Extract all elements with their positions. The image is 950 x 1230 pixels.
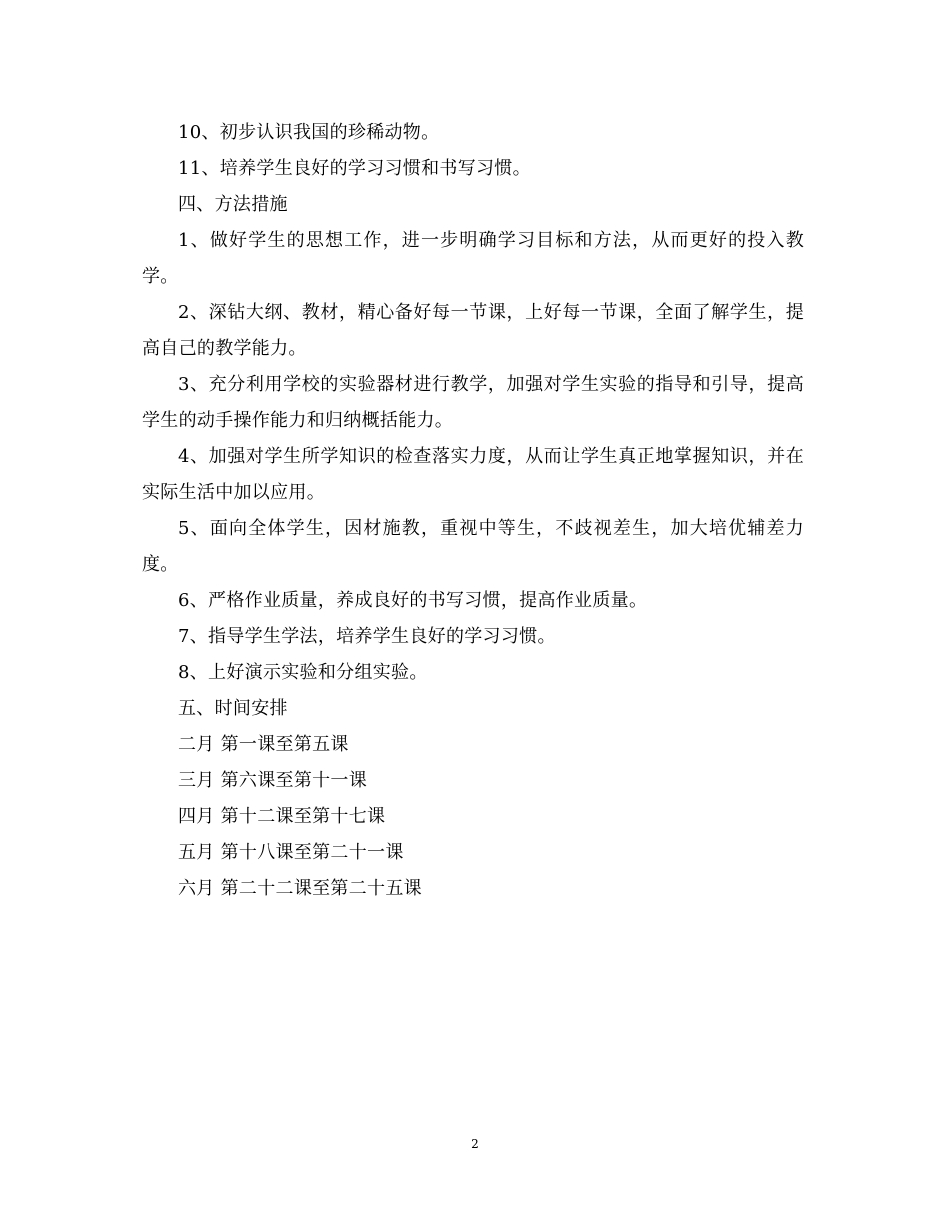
list-item-method-3: 3、充分利用学校的实验器材进行教学，加强对学生实验的指导和引导，提高学生的动手操作能力和归纳概括能力。 bbox=[142, 374, 804, 431]
schedule-row-april: 四月 第十二课至第十七课 bbox=[178, 806, 386, 827]
list-item-method-4: 4、加强对学生所学知识的检查落实力度，从而让学生真正地掌握知识，并在实际生活中加以应用。 bbox=[142, 446, 804, 503]
document-body bbox=[142, 115, 804, 907]
schedule-row-march: 三月 第六课至第十一课 bbox=[178, 770, 368, 791]
schedule-row-may: 五月 第十八课至第二十一课 bbox=[178, 842, 404, 863]
schedule-row-june: 六月 第二十二课至第二十五课 bbox=[178, 878, 422, 899]
schedule-row-february: 二月 第一课至第五课 bbox=[178, 734, 349, 755]
list-item-method-2: 2、深钻大纲、教材，精心备好每一节课，上好每一节课，全面了解学生，提高自己的教学能力。 bbox=[142, 302, 804, 359]
section-heading-schedule: 五、时间安排 bbox=[178, 698, 288, 719]
list-item-goal-11: 11、培养学生良好的学习习惯和书写习惯。 bbox=[178, 158, 531, 179]
list-item-method-7: 7、指导学生学法，培养学生良好的学习习惯。 bbox=[178, 626, 556, 647]
page-number: 2 bbox=[471, 1137, 479, 1151]
list-item-method-8: 8、上好演示实验和分组实验。 bbox=[178, 662, 428, 683]
list-item-goal-10: 10、初步认识我国的珍稀动物。 bbox=[178, 122, 440, 143]
list-item-method-6: 6、严格作业质量，养成良好的书写习惯，提高作业质量。 bbox=[178, 590, 648, 611]
list-item-method-5: 5、面向全体学生，因材施教，重视中等生，不歧视差生，加大培优辅差力度。 bbox=[142, 518, 804, 575]
section-heading-methods: 四、方法措施 bbox=[178, 194, 288, 215]
list-item-method-1: 1、做好学生的思想工作，进一步明确学习目标和方法，从而更好的投入教学。 bbox=[142, 230, 804, 287]
